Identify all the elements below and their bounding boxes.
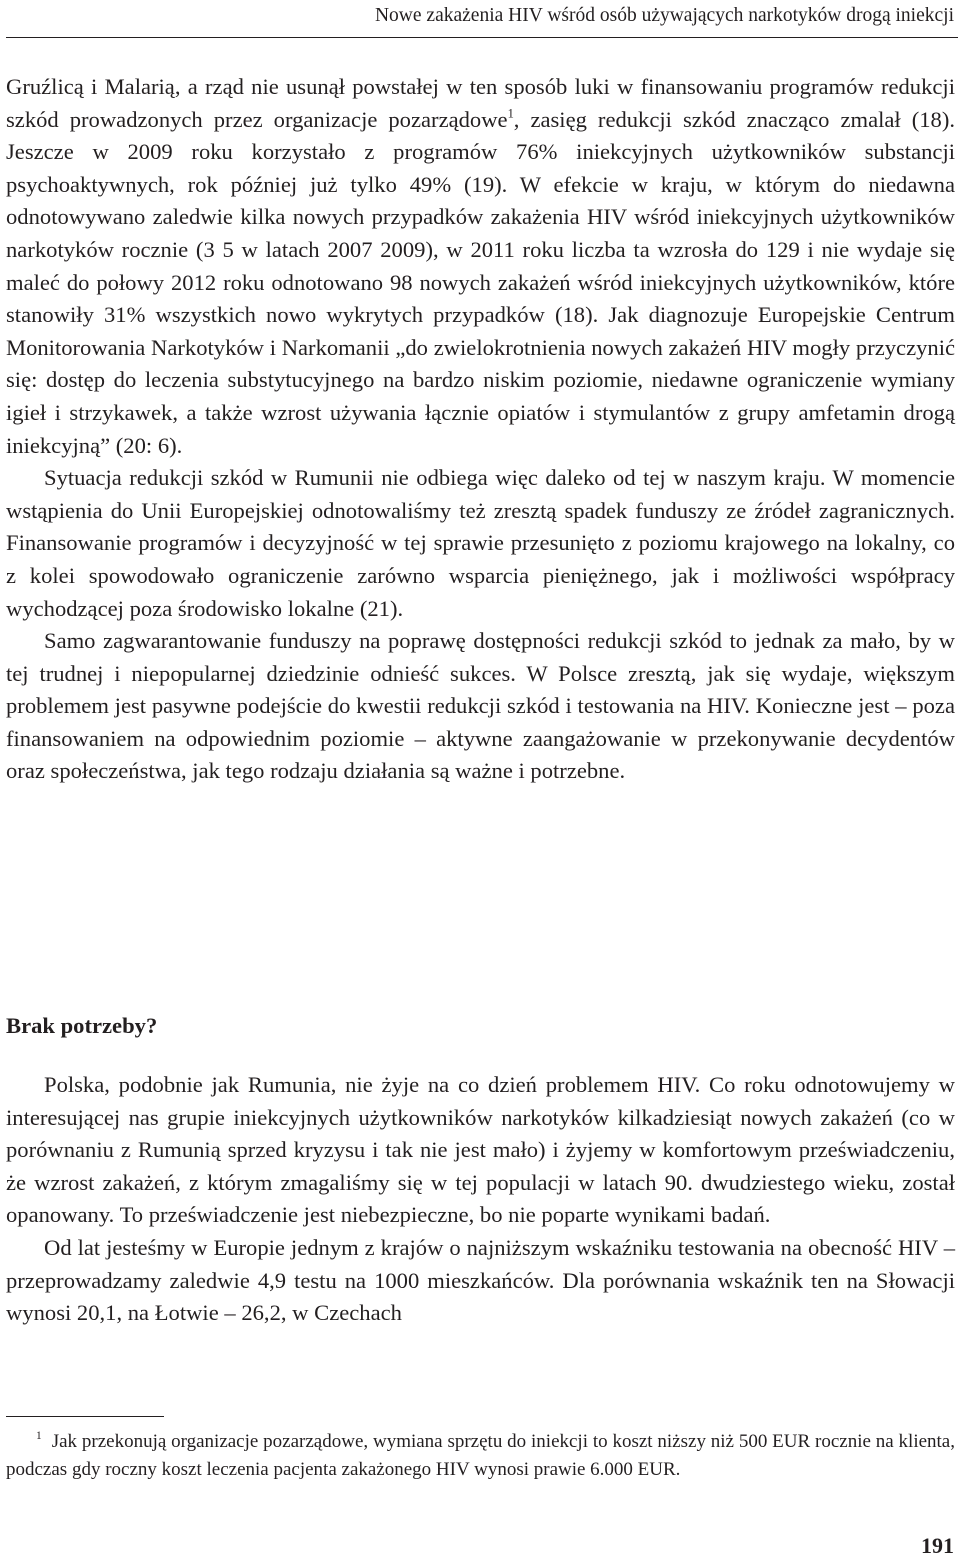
main-text	[6, 71, 955, 788]
paragraph-text: , zasięg redukcji szkód znacząco zmalał (18). Jeszcze w 2009 roku korzystało z programów 76% iniekcyjnych użytkowników substancji psychoaktywnych, rok później już tylko 49% (19). W efekcie w kraju, w którym do niedawna odnotowywano zaledwie kilka nowych przypadków zakażenia HIV wśród iniekcyjnych użytkowników narkotyków rocznie (3 5 w latach 2007 2009), w 2011 roku liczba ta wzrosła do 129 i nie wydaje się maleć do połowy 2012 roku odnotowano 98 nowych zakażeń wśród iniekcyjnych użytkowników, które stanowiły 31% wszystkich nowo wykrytych przypadków (18). Jak diagnozuje Europejskie Centrum Monitorowania Narkotyków i Narkomanii „do zwielokrotnienia nowych zakażeń HIV mogły przyczynić się: dostęp do leczenia substytucyjnego na bardzo niskim poziomie, niedawne ograniczenie wymiany igieł i strzykawek, a także wzrost używania łącznie opiatów i stymulantów z grupy amfetamin drogą iniekcyjną” (20: 6).	[6, 106, 955, 458]
page-number: 191	[921, 1533, 954, 1558]
footnote-text: Jak przekonują organizacje pozarządowe, wymiana sprzętu do iniekcji to koszt niższy niż 500 EUR rocznie na klienta, podczas gdy roczny koszt leczenia pacjenta zakażonego HIV wynosi prawie 6.000 EUR.	[6, 1431, 955, 1480]
footnote-rule	[6, 1416, 164, 1417]
section-text	[6, 1069, 955, 1330]
footnote-reference: 1	[507, 106, 514, 121]
paragraph-text: Gruźlicą i Malarią, a rząd nie usunął powstałej w ten sposób luki w finansowaniu programów redukcji szkód prowadzonych przez organizacje pozarządowe	[6, 74, 955, 132]
header-rule	[6, 37, 958, 38]
footnote	[6, 1428, 955, 1483]
footnote-number: 1	[36, 1430, 42, 1443]
paragraph: Polska, podobnie jak Rumunia, nie żyje na co dzień problemem HIV. Co roku odnotowujemy w interesującej nas grupie iniekcyjnych użytkowników narkotyków kilkadziesiąt nowych zakażeń (co w porównaniu z Rumunią sprzed kryzysu i tak nie jest mało) i żyjemy w komfortowym przeświadczeniu, że wzrost zakażeń, z którym zmagaliśmy się w tej populacji w latach 90. dwudziestego wieku, został opanowany. To przeświadczenie jest niebezpieczne, bo nie poparte wynikami badań.	[6, 1072, 955, 1228]
paragraph	[6, 71, 955, 462]
paragraph: Sytuacja redukcji szkód w Rumunii nie odbiega więc daleko od tej w naszym kraju. W momencie wstąpienia do Unii Europejskiej odnotowaliśmy też zresztą spadek funduszy ze źródeł zagranicznych. Finansowanie programów i decyzyjność w tej sprawie przesunięto z poziomu krajowego na lokalny, co z kolei spowodowało ograniczenie zarówno wsparcia pieniężnego, jak i możliwości współpracy wychodzącej poza środowisko lokalne (21).	[6, 465, 955, 621]
paragraph: Samo zagwarantowanie funduszy na poprawę dostępności redukcji szkód to jednak za mało, by w tej trudnej i niepopularnej dziedzinie odnieść sukces. W Polsce zresztą, jak się wydaje, większym problemem jest pasywne podejście do kwestii redukcji szkód i testowania na HIV. Konieczne jest – poza finansowaniem na odpowiednim poziomie – aktywne zaangażowanie w przekonywanie decydentów oraz społeczeństwa, jak tego rodzaju działania są ważne i potrzebne.	[6, 628, 955, 784]
paragraph: Od lat jesteśmy w Europie jednym z krajów o najniższym wskaźniku testowania na obecność HIV – przeprowadzamy zaledwie 4,9 testu na 1000 mieszkańców. Dla porównania wskaźnik ten na Słowacji wynosi 20,1, na Łotwie – 26,2, w Czechach	[6, 1234, 955, 1326]
section-heading: Brak potrzeby?	[6, 1013, 158, 1038]
running-header: Nowe zakażenia HIV wśród osób używających narkotyków drogą iniekcji	[374, 5, 954, 26]
